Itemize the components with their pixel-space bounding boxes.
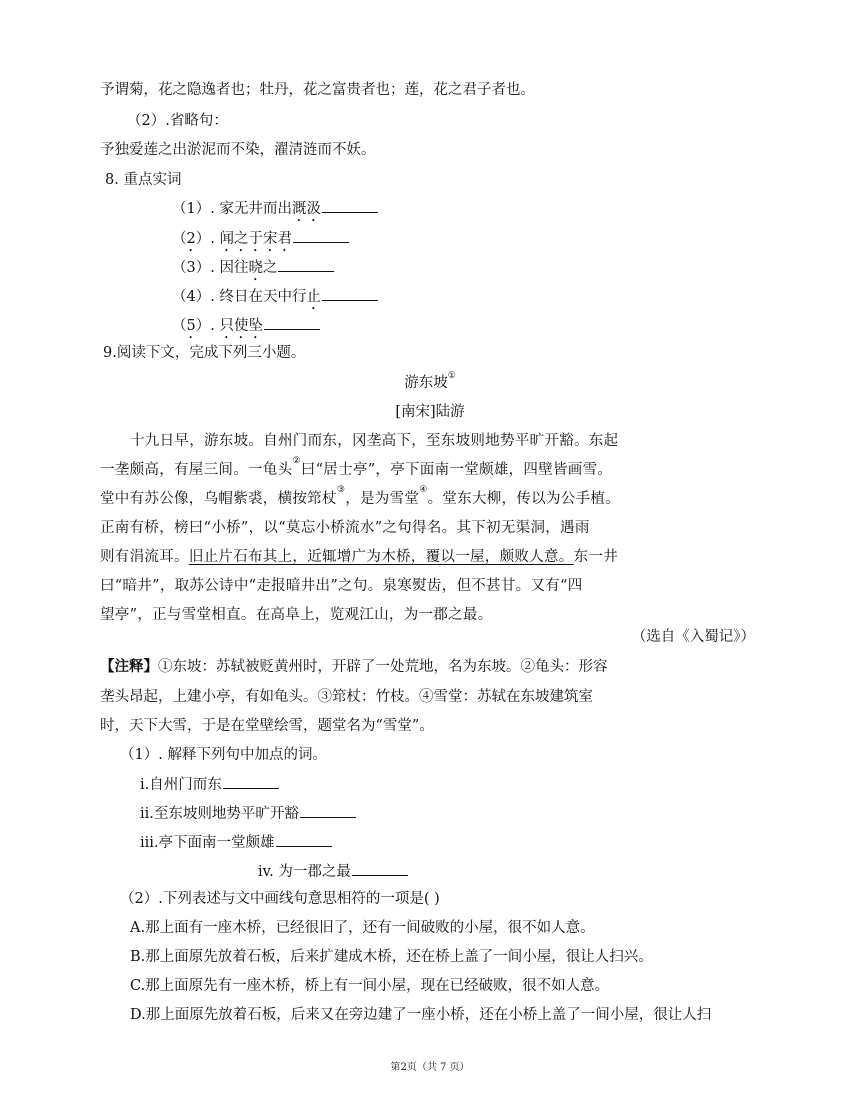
q8-item-1 — [172, 198, 378, 225]
title-footnote-mark: ① — [447, 371, 456, 381]
q8-item-1-dotted: 溉汲 — [291, 201, 321, 217]
q1-item-text: iv. 为一郡之最 — [258, 864, 351, 880]
page-footer: 第2页（共 7 页） — [390, 1062, 470, 1073]
q8-item-4 — [172, 286, 378, 313]
q1-item-ii — [140, 803, 356, 824]
q2-heading: （2）.下列表述与文中画线句意思相符的一项是( ) — [120, 891, 440, 907]
passage-body — [100, 427, 730, 630]
q2-option-c[interactable]: C.那上面原先有一座木桥，桥上有一间小屋，现在已经破败，很不如人意。 — [130, 978, 610, 994]
passage-text: 十九日早，游东坡。自州门而东，冈垄高下，至东坡则地势平旷开豁。东起 — [130, 433, 619, 449]
q8-item-3 — [172, 257, 334, 284]
q1-heading: （1）. 解释下列句中加点的词。 — [120, 747, 327, 763]
passage-text: 正南有桥，榜曰“小桥”，以“莫忘小桥流水”之句得名。其下初无渠洞，遇雨 — [100, 520, 590, 536]
passage-text: 。堂东大柳，传以为公手植。 — [427, 491, 620, 507]
notes-line-3: 时，天下大雪，于是在堂壁绘雪，题堂名为“雪堂”。 — [100, 718, 434, 734]
q1-item-text: ii.至东坡则地势平旷开豁 — [140, 806, 299, 822]
notes-line-1 — [100, 657, 608, 677]
q8-item-3-dotted: 晓 — [248, 260, 263, 276]
passage-text: 一垄颇高，有屋三间。一龟头 — [100, 462, 293, 478]
footnote-mark: ③ — [336, 485, 346, 495]
footnote-mark: ④ — [419, 485, 428, 495]
q2-option-a[interactable]: A.那上面有一座木桥，已经很旧了，还有一间破败的小屋，很不如人意。 — [130, 920, 595, 936]
underlined-sentence: 旧止片石布其上，近辄增广为木桥，覆以一屋，颇败人意。 — [188, 549, 574, 565]
q2-option-d[interactable]: D.那上面原先放着石板，后来又在旁边建了一座小桥，还在小桥上盖了一间小屋，很让人扫 — [130, 1007, 712, 1023]
q1-item-text: iii.亭下面南一堂颇雄 — [140, 835, 275, 851]
passage-text: ，是为雪堂 — [345, 491, 420, 507]
q8-item-4-dotted: 止 — [306, 289, 321, 305]
passage-author: [南宋]陆游 — [395, 404, 465, 420]
passage-line — [100, 543, 730, 572]
q8-item-3-text: （3）. 因往 — [172, 260, 249, 276]
passage-line — [100, 601, 730, 630]
answer-blank[interactable] — [352, 861, 408, 876]
notes-line-2: 垄头昂起，上建小亭，有如龟头。③筇杖：竹枝。④雪堂：苏轼在东坡建筑室 — [100, 689, 593, 705]
passage-source: （选自《入蜀记》） — [631, 629, 755, 645]
passage-text: 堂中有苏公像，乌帽紫裘，横按筇杖 — [100, 491, 337, 507]
passage-text: 望亭”，正与雪堂相直。在高阜上，览观江山，为一郡之最。 — [100, 607, 493, 623]
q1-item-text: i.自州门而东 — [140, 777, 222, 793]
q8-item-1-text: （1）. 家无井而出 — [172, 201, 292, 217]
notes-label: 【注释】 — [100, 658, 158, 675]
answer-blank[interactable] — [223, 774, 279, 789]
answer-blank[interactable] — [276, 832, 332, 847]
q8-item-2-text: （2）. 闻之于宋君 — [172, 231, 292, 247]
line-1: 予谓菊，花之隐逸者也；牡丹，花之富贵者也；莲，花之君子者也。 — [100, 82, 535, 98]
passage-line — [100, 485, 730, 514]
answer-blank[interactable] — [278, 257, 334, 272]
footnote-mark: ② — [292, 456, 301, 466]
passage-text: 曰“居士亭”，亭下面南一堂颇雄，四壁皆画雪。 — [300, 462, 613, 478]
line-3: 予独爱莲之出淤泥而不染，濯清涟而不妖。 — [100, 142, 376, 158]
passage-title-text: 游东坡 — [404, 375, 448, 391]
passage-text: 曰“暗井”，取苏公诗中“走报暗井出”之句。泉寒熨齿，但不甚甘。又有“四 — [100, 578, 583, 594]
q1-item-iii — [140, 832, 332, 853]
q8-item-2 — [172, 228, 349, 255]
q8-item-5-text: （5）. 只使坠 — [172, 318, 263, 334]
q1-item-i — [140, 774, 279, 795]
answer-blank[interactable] — [300, 803, 356, 818]
q8-item-3-after: 之 — [262, 260, 278, 276]
q8-heading: 8. 重点实词 — [105, 172, 182, 188]
passage-text: 东一井 — [573, 549, 619, 565]
answer-blank[interactable] — [322, 286, 378, 301]
passage-line — [100, 572, 730, 601]
q9-intro: 9.阅读下文，完成下列三小题。 — [103, 345, 306, 361]
q8-item-4-text: （4）. 终日在天中行 — [172, 289, 307, 305]
line-2: （2）.省略句： — [127, 113, 228, 129]
passage-line — [100, 514, 730, 543]
q8-item-5 — [172, 315, 320, 342]
notes-text: ①东坡：苏轼被贬黄州时，开辟了一处荒地，名为东坡。②龟头：形容 — [158, 659, 608, 675]
answer-blank[interactable] — [293, 228, 349, 243]
passage-text: 则有涓流耳。 — [100, 549, 189, 565]
q1-item-iv — [258, 861, 408, 882]
answer-blank[interactable] — [322, 198, 378, 213]
answer-blank[interactable] — [264, 315, 320, 330]
passage-line — [100, 456, 730, 485]
passage-line — [100, 427, 730, 456]
passage-title — [0, 371, 860, 392]
q2-option-b[interactable]: B.那上面原先放着石板，后来扩建成木桥，还在桥上盖了一间小屋，很让人扫兴。 — [130, 949, 653, 965]
